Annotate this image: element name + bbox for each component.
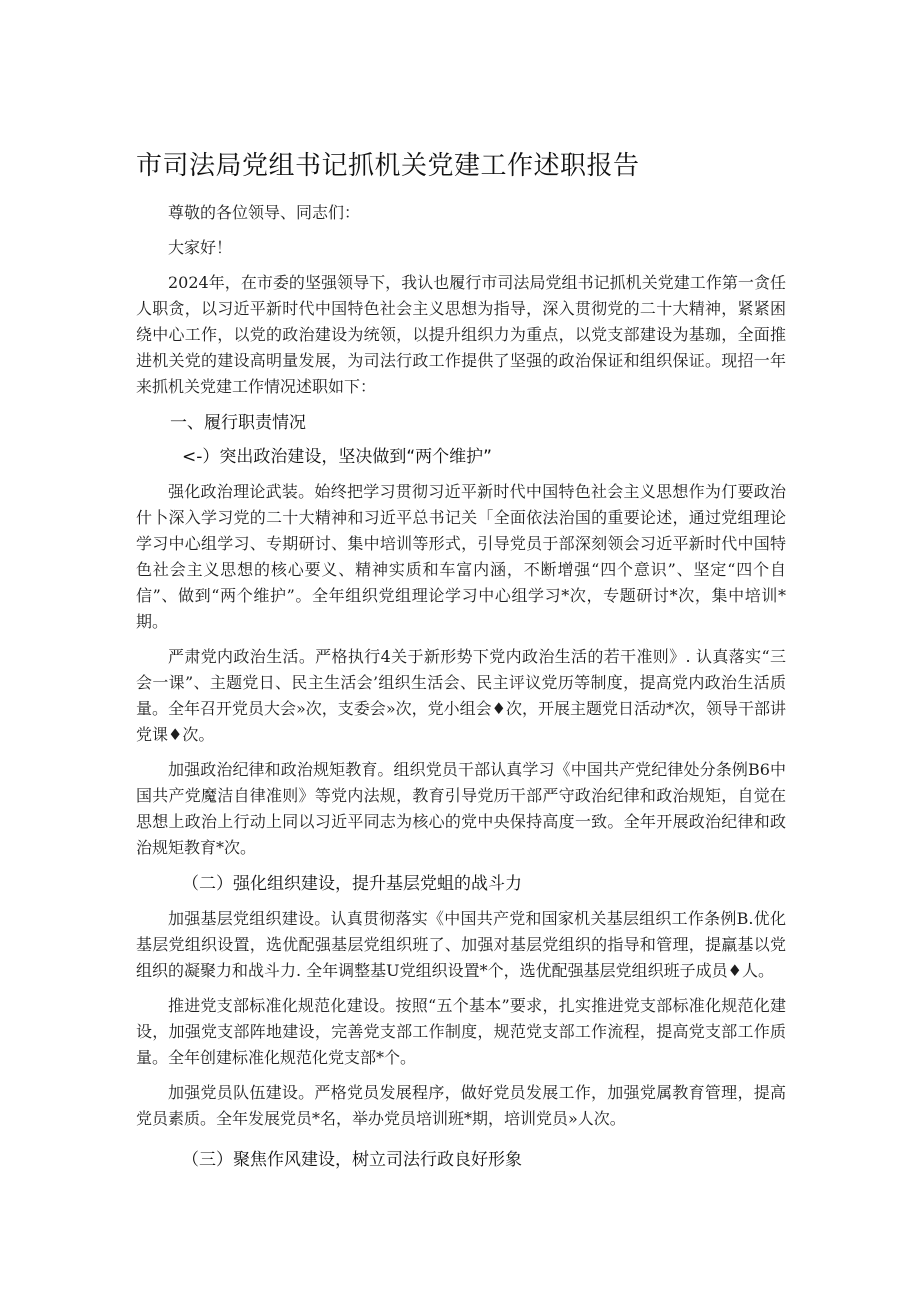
subsection-heading-style: （三）聚焦作风建设，树立司法行政良好形象: [182, 1150, 522, 1170]
paragraph-discipline: 加强政治纪律和政治规矩教育。组织党员干部认真学习《中国共产党纪律处分条例B6中国共产党魔洁自律准则》等党内法规，教育引导党历干部严守政治纪律和政治规矩，自觉在思想上政治上行动上同以习近平同志为核心的党中央保持高度一致。全年开展政治纪律和政治规矩教育*次。: [136, 760, 786, 857]
paragraph-grassroots: 加强基层党组织建设。认真贯彻落实《中国共产党和国家机关基层组织工作条例B.优化基层党组织设置，选优配强基层党组织班了、加强对基层党组织的指导和管理，提羸基以党组织的凝聚力和战斗力. 全年调整基U党组织设置*个，选优配强基层党组织班子成员♦人。: [136, 909, 786, 980]
subsection-heading-organization: （二）强化组织建设，提升基层党蛆的战斗力: [182, 874, 522, 894]
paragraph-member-team: 加强党员队伍建设。严格党员发展程序，做好党员发展工作，加强党属教育管理，提高党员素质。全年发展党员*名，举办党员培训班*期，培训党员»人次。: [136, 1083, 786, 1128]
paragraph-branch-standard: 推进党支部标准化规范化建设。按照“五个基本”要求，扎实推进党支部标准化规范化建设，加强党支部阵地建设，完善党支部工作制度，规范党支部工作流程，提高党支部工作质量。全年创建标准化规范化党支部*个。: [136, 996, 786, 1067]
greeting: 大家好！: [168, 238, 233, 257]
document-body: [136, 200, 786, 1182]
paragraph-political-life: 严肃党内政治生活。严格执行4关于新形势下党内政治生活的若干准则》. 认真落实“三会一课”、主题党日、民主生活会’组织生活会、民主评议党历等制度，提高党内政治生活质量。全年召开党员大会»次，支委会»次，党小组会♦次，开展主题党日活动*次，领导干部讲党课♦次。: [136, 647, 786, 744]
section-heading-duties: 一、履行职责情况: [170, 413, 306, 433]
paragraph-theory-study: 强化政治理论武装。始终把学习贯彻习近平新时代中国特色社会主义思想作为仃要政治什卜深入学习党的二十大精神和习近平总书记关「全面依法治国的重要论述，通过党组理论学习中心组学习、专期研讨、集中培训等形式，引导党员于部深刻领会习近平新时代中国特色社会主义思想的核心要义、精神实质和车富内涵，不断增强“四个意识”、坚定“四个自信”、做到“两个维护”。全年组织党组理论学习中心组学习*次，专题研讨*次，集中培训*期。: [136, 482, 786, 631]
salutation: 尊敬的各位领导、同志们：: [168, 203, 361, 222]
subsection-heading-political: <-）突出政治建设，坚决做到“两个维护”: [182, 447, 492, 467]
intro-paragraph: 2024年，在市委的坚强领导下，我认也履行市司法局党组书记抓机关党建工作第一贪任人职贪，以习近平新时代中国特色社会主义思想为指导，深入贯彻党的二十大精神，紧紧困绕中心工作，以党的政治建设为统领，以提升组织力为重点，以党支部建设为基珈，全面推进机关党的建设高明量发展，为司法行政工作提供了坚强的政治保证和组织保证。现招一年来抓机关党建工作情况述职如下：: [136, 273, 786, 396]
document-title: 市司法局党组书记抓机关党建工作述职报告: [136, 151, 640, 181]
